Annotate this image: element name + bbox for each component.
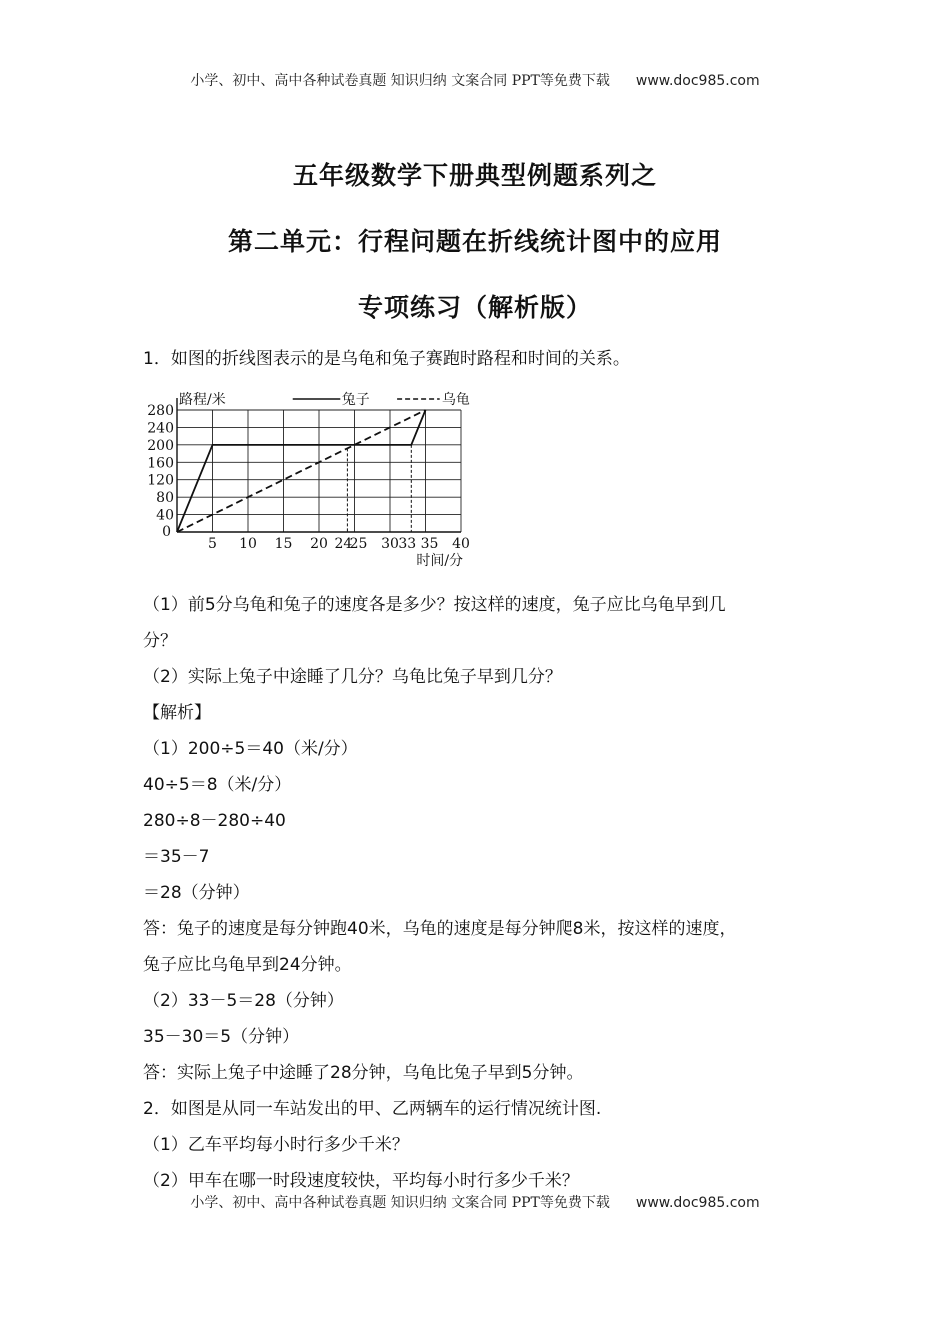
x-tick-label: 35 <box>420 536 439 552</box>
text-line: （2）33－5＝28（分钟） <box>143 991 344 1011</box>
y-tick-label: 160 <box>147 455 174 472</box>
y-tick-label: 280 <box>147 403 174 420</box>
text-line: 280÷8－280÷40 <box>143 811 286 831</box>
text-line: 40÷5＝8（米/分） <box>143 775 292 795</box>
x-tick-label: 20 <box>310 536 328 552</box>
text-line: （1）200÷5＝40（米/分） <box>143 739 358 759</box>
origin-label: 0 <box>162 524 171 540</box>
title-line-1: 五年级数学下册典型例题系列之 <box>292 161 657 190</box>
header-site: www.doc985.com <box>635 73 760 89</box>
y-tick-label: 240 <box>147 420 174 437</box>
question-1: 1．如图的折线图表示的是乌龟和兔子赛跑时路程和时间的关系。 <box>143 349 630 369</box>
text-line: 答：实际上兔子中途睡了28分钟，乌龟比兔子早到5分钟。 <box>143 1063 584 1083</box>
page-header <box>0 70 950 90</box>
x-tick-label: 33 <box>398 536 417 552</box>
distance-time-chart <box>140 378 480 574</box>
x-tick-label: 24 <box>334 536 353 552</box>
x-tick-label: 40 <box>452 536 470 552</box>
y-tick-label: 120 <box>147 472 174 489</box>
y-tick-label: 80 <box>156 490 174 507</box>
x-tick-label: 15 <box>274 536 293 552</box>
x-tick-label: 5 <box>208 536 217 552</box>
text-line: （1）乙车平均每小时行多少千米？ <box>143 1135 409 1155</box>
text-line: 35－30＝5（分钟） <box>143 1027 300 1047</box>
y-tick-label: 40 <box>156 507 174 524</box>
series-line-tortoise <box>177 410 426 532</box>
footer-site: www.doc985.com <box>635 1195 760 1211</box>
x-tick-label: 10 <box>239 536 257 552</box>
legend-tortoise-label: 乌龟 <box>441 392 470 409</box>
y-tick-label: 200 <box>147 437 174 454</box>
text-line: 答：兔子的速度是每分钟跑40米，乌龟的速度是每分钟爬8米，按这样的速度， <box>143 919 737 939</box>
text-line: ＝35－7 <box>143 847 210 867</box>
analysis-heading: 【解析】 <box>143 703 211 723</box>
x-axis-label: 时间/分 <box>416 553 464 569</box>
footer-text: 小学、初中、高中各种试卷真题 知识归纳 文案合同 PPT等免费下载 <box>190 1195 610 1211</box>
page-footer <box>0 1192 950 1212</box>
header-text: 小学、初中、高中各种试卷真题 知识归纳 文案合同 PPT等免费下载 <box>190 73 610 89</box>
text-line: 兔子应比乌龟早到24分钟。 <box>143 955 352 975</box>
y-axis-label: 路程/米 <box>179 392 226 409</box>
text-line: （1）前5分乌龟和兔子的速度各是多少？按这样的速度，兔子应比乌龟早到几 <box>143 595 726 615</box>
text-line: 分？ <box>143 631 177 651</box>
text-line: （2）甲车在哪一时段速度较快，平均每小时行多少千米？ <box>143 1171 579 1191</box>
x-tick-label: 30 <box>381 536 399 552</box>
title-line-3: 专项练习（解析版） <box>357 293 592 322</box>
legend-rabbit-label: 兔子 <box>341 392 370 409</box>
title-line-2: 第二单元：行程问题在折线统计图中的应用 <box>227 227 722 256</box>
text-line: ＝28（分钟） <box>143 883 250 903</box>
question-2: 2．如图是从同一车站发出的甲、乙两辆车的运行情况统计图. <box>143 1099 602 1119</box>
text-line: （2）实际上兔子中途睡了几分？乌龟比兔子早到几分？ <box>143 667 562 687</box>
x-tick-label: 25 <box>349 536 368 552</box>
